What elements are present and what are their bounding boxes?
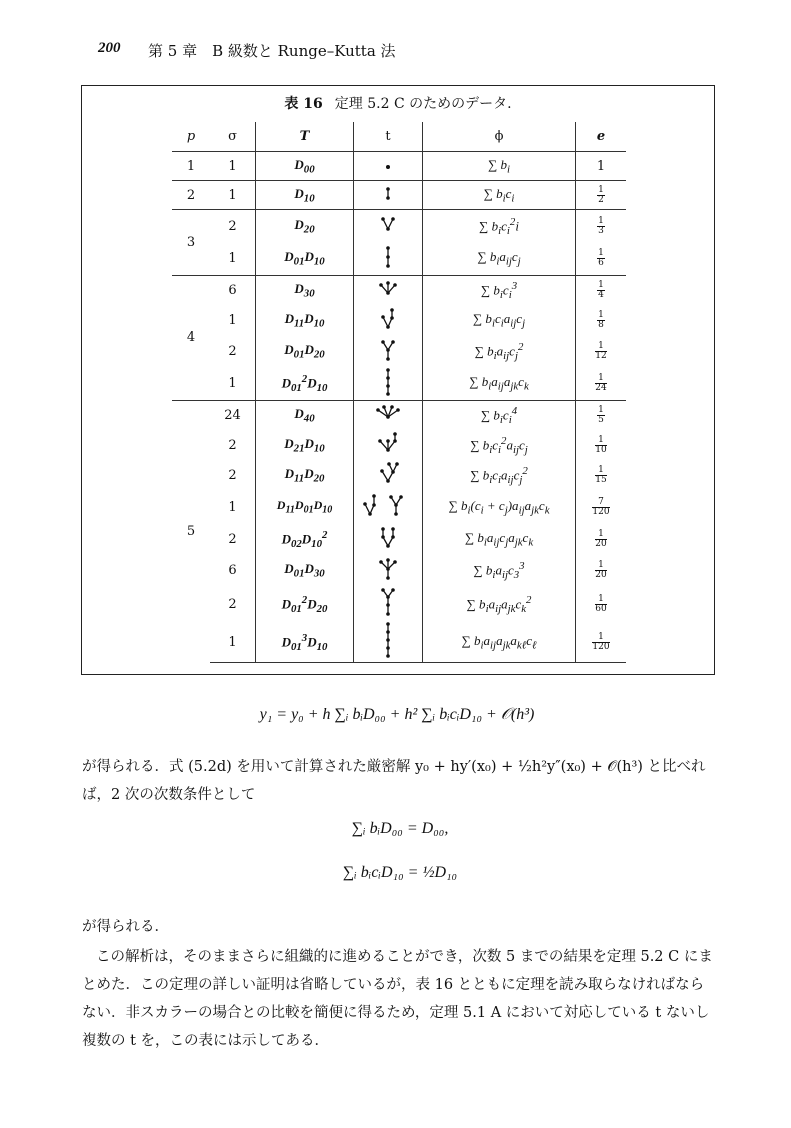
table-row: 4 6 $D_{30}$ ∑ $b_ic_i^3$ $\frac{1}{4}$ [172, 276, 626, 306]
col-header-T: T [256, 122, 354, 152]
data-table [172, 122, 626, 663]
equation-1: y₁ = y₀ + h ∑ᵢ bᵢD₀₀ + h² ∑ᵢ bᵢcᵢD₁₀ + 𝒪(h³) [259, 706, 535, 723]
running-header [82, 36, 722, 66]
tree-icon [368, 402, 408, 424]
table-caption [81, 93, 715, 113]
table-row: 1 $D_{01}D_{10}$ ∑ $b_ia_{ij}c_j$ $\frac{1}{6}$ [172, 243, 626, 276]
tree-icon [368, 622, 408, 658]
table-row: 1 $D_{01}^3D_{10}$ ∑ $b_ia_{ij}a_{jk}a_{k\ell}c_\ell$ $\frac{1}{120}$ [172, 622, 626, 663]
tree-icon [368, 526, 408, 550]
table-row: 1 $D_{01}^2D_{10}$ ∑ $b_ia_{ij}a_{jk}c_k$ $\frac{1}{24}$ [172, 368, 626, 401]
table-title: 定理 5.2 C のためのデータ. [334, 96, 512, 112]
tree-icon [368, 307, 408, 331]
table-row: 2 $D_{01}D_{20}$ ∑ $b_ia_{ij}c_j^2$ $\frac{1}{12}$ [172, 336, 626, 368]
table-row: 2 $D_{02}D_{10}^2$ ∑ $b_ia_{ij}c_ja_{jk}c_k$ $\frac{1}{20}$ [172, 524, 626, 555]
page-number: 200 [98, 40, 121, 56]
tree-icon [368, 431, 408, 455]
table-row: 1 1 $D_{00}$ ∑ $b_i$ 1 [172, 152, 626, 181]
equation-3: ∑ᵢ bᵢcᵢD₁₀ = ½D₁₀ [342, 864, 458, 881]
table-row: 2 1 $D_{10}$ ∑ $b_ic_i$ $\frac{1}{2}$ [172, 181, 626, 210]
tree-icon [368, 461, 408, 485]
tree-icon [368, 338, 408, 362]
paragraph-1: が得られる．式 (5.2d) を用いて計算された厳密解 y₀ + hy′(x₀) + ½h²y″(x₀) + 𝒪(h³) と比べれば，2 次の次数条件として [82, 759, 706, 803]
table-header-row [172, 122, 626, 152]
col-header-e: e [576, 122, 627, 152]
chapter-title: 第 5 章 B 級数と Runge–Kutta 法 [148, 42, 396, 60]
tree-icon [368, 278, 408, 300]
tree-icon [358, 492, 418, 518]
table-row: 3 2 $D_{20}$ ∑ $b_ic_i^2i$ $\frac{1}{3}$ [172, 210, 626, 243]
paragraph-3: この解析は，そのままさらに組織的に進めることができ，次数 5 までの結果を定理 5.2 C にまとめた．この定理の詳しい証明は省略しているが，表 16 とともに定理を読み取らなければならない．非スカラーの場合との比較を簡便に得るため，定理 5.1 A において対応している t ないし複数の t を，この表には示してある． [82, 949, 713, 1049]
col-header-t: t [354, 122, 423, 152]
col-header-phi: ϕ [423, 122, 576, 152]
table-row: 1 $D_{11}D_{01}D_{10}$ ∑ $b_i(c_i + c_j)a_{ij}a_{jk}c_k$ $\frac{7}{120}$ [172, 490, 626, 524]
paragraph-2: が得られる． [82, 919, 169, 935]
table-row: 1 $D_{11}D_{10}$ ∑ $b_ic_ia_{ij}c_j$ $\frac{1}{8}$ [172, 306, 626, 336]
tree-icon [368, 557, 408, 581]
table-row: 2 $D_{11}D_{20}$ ∑ $b_ic_ia_{ij}c_j^2$ $\frac{1}{15}$ [172, 460, 626, 490]
table-row: 2 $D_{21}D_{10}$ ∑ $b_ic_i^2a_{ij}c_j$ $\frac{1}{10}$ [172, 430, 626, 460]
tree-icon [368, 245, 408, 269]
table-label: 表 16 [284, 96, 323, 112]
table-row: 2 $D_{01}^2D_{20}$ ∑ $b_ia_{ij}a_{jk}c_k^2$ $\frac{1}{60}$ [172, 586, 626, 622]
tree-icon [368, 182, 408, 204]
table-row: 5 24 $D_{40}$ ∑ $b_ic_i^4$ $\frac{1}{5}$ [172, 400, 626, 430]
tree-icon [368, 587, 408, 617]
tree-icon [368, 213, 408, 235]
tree-icon [368, 153, 408, 175]
tree-icon [368, 368, 408, 396]
table-row: 6 $D_{01}D_{30}$ ∑ $b_ia_{ij}c_3^3$ $\frac{1}{20}$ [172, 555, 626, 586]
col-header-sigma: σ [210, 122, 256, 152]
col-header-p: p [172, 122, 210, 152]
equation-2: ∑ᵢ bᵢD₀₀ = D₀₀, [351, 820, 449, 837]
